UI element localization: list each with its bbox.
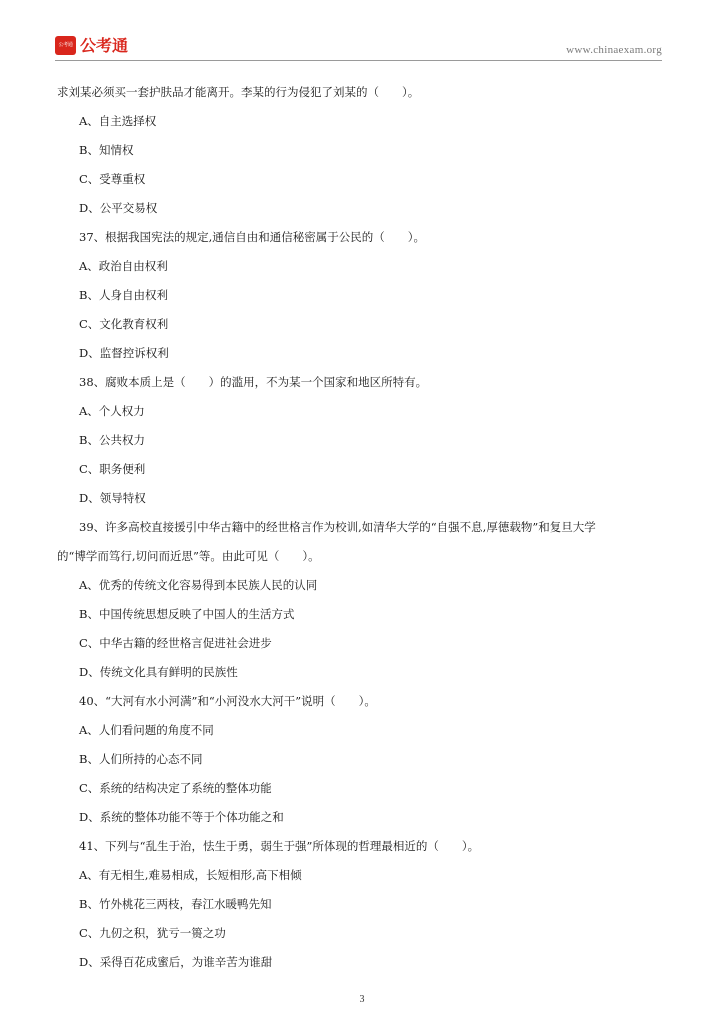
page-header: [55, 34, 662, 60]
option-39-b: B、中国传统思想反映了中国人的生活方式: [79, 607, 295, 621]
option-41-d: D、采得百花成蜜后，为谁辛苦为谁甜: [79, 955, 273, 969]
header-divider: [55, 60, 662, 61]
option-40-c: C、系统的结构决定了系统的整体功能: [79, 781, 272, 795]
question-37: 37、根据我国宪法的规定,通信自由和通信秘密属于公民的（ ）。: [79, 230, 426, 244]
option-36-c: C、受尊重权: [79, 172, 146, 186]
option-38-b: B、公共权力: [79, 433, 145, 447]
option-37-a: A、政治自由权利: [79, 259, 168, 273]
option-36-b: B、知情权: [79, 143, 134, 157]
option-38-a: A、个人权力: [79, 404, 145, 418]
option-41-b: B、竹外桃花三两枝，春江水暖鸭先知: [79, 897, 272, 911]
option-40-d: D、系统的整体功能不等于个体功能之和: [79, 810, 284, 824]
page-number: 3: [359, 994, 365, 1005]
question-39-continuation: 的“博学而笃行,切问而近思”等。由此可见（ ）。: [57, 549, 320, 563]
option-37-b: B、人身自由权利: [79, 288, 168, 302]
logo: [55, 36, 128, 55]
question-40: 40、“大河有水小河满”和“小河没水大河干”说明（ ）。: [79, 694, 376, 708]
site-url[interactable]: www.chinaexam.org: [566, 44, 662, 56]
question-38: 38、腐败本质上是（ ）的滥用，不为某一个国家和地区所特有。: [79, 375, 428, 389]
option-37-d: D、监督控诉权利: [79, 346, 169, 360]
option-39-a: A、优秀的传统文化容易得到本民族人民的认同: [79, 578, 318, 592]
logo-badge: 公考通: [55, 36, 76, 55]
option-37-c: C、文化教育权利: [79, 317, 169, 331]
logo-text: 公考通: [80, 36, 129, 55]
question-36-continuation: 求刘某必须买一套护肤品才能离开。李某的行为侵犯了刘某的（ ）。: [57, 85, 420, 99]
option-36-a: A、自主选择权: [79, 114, 157, 128]
option-36-d: D、公平交易权: [79, 201, 158, 215]
option-38-c: C、职务便利: [79, 462, 146, 476]
question-41: 41、下列与“乱生于治，怯生于勇，弱生于强”所体现的哲理最相近的（ ）。: [79, 839, 480, 853]
option-38-d: D、领导特权: [79, 491, 146, 505]
option-39-d: D、传统文化具有鲜明的民族性: [79, 665, 238, 679]
option-39-c: C、中华古籍的经世格言促进社会进步: [79, 636, 272, 650]
option-40-b: B、人们所持的心态不同: [79, 752, 203, 766]
document-body: [57, 78, 669, 977]
option-41-c: C、九仞之积，犹亏一篑之功: [79, 926, 226, 940]
question-39: 39、许多高校直接援引中华古籍中的经世格言作为校训,如清华大学的“自强不息,厚德载物”和复旦大学: [79, 520, 596, 534]
option-40-a: A、人们看问题的角度不同: [79, 723, 214, 737]
option-41-a: A、有无相生,难易相成，长短相形,高下相倾: [79, 868, 302, 882]
